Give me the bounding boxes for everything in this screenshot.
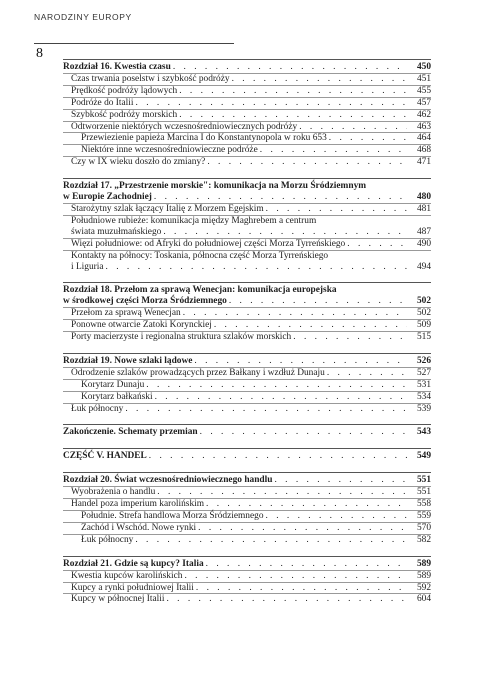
dot-leader xyxy=(347,239,407,250)
toc-title: Podróże do Italii xyxy=(71,97,134,108)
toc-title: Korytarz bałkański xyxy=(81,391,153,402)
toc-page-number: 509 xyxy=(416,320,431,331)
toc-page-number: 502 xyxy=(416,296,431,307)
page-number: 8 xyxy=(36,46,43,61)
toc-entry xyxy=(63,319,431,331)
dot-leader xyxy=(163,227,407,238)
toc-title: Zakończenie. Schematy przemian xyxy=(63,427,198,438)
toc-page-number: 450 xyxy=(416,62,431,72)
toc-page-number: 549 xyxy=(416,451,431,462)
toc-title: Zachód i Wschód. Nowe rynki xyxy=(81,522,197,533)
dot-leader xyxy=(136,98,408,109)
toc-title: Kwestia kupców karolińskich xyxy=(71,570,183,581)
toc-chapter xyxy=(63,472,431,486)
dot-leader xyxy=(266,204,407,215)
dot-leader xyxy=(266,511,407,522)
dot-leader xyxy=(200,427,407,438)
toc-page-number: 481 xyxy=(416,203,431,214)
toc-title: Odtworzenie niektórych wczesnośredniowiecznych podróży xyxy=(71,121,298,132)
toc-title: Rozdział 16. Kwestia czasu xyxy=(63,62,171,72)
toc-page-number: 471 xyxy=(416,157,431,168)
toc-page-number: 589 xyxy=(416,558,431,569)
toc-title: Więzi południowe: od Afryki do południowej części Morza Tyrreńskiego xyxy=(71,238,346,249)
dot-leader xyxy=(154,192,407,203)
toc-entry xyxy=(63,250,431,273)
toc-entry xyxy=(63,498,431,510)
toc-entry xyxy=(63,570,431,582)
dot-leader xyxy=(196,583,407,594)
toc-title: Porty macierzyste i regionalna struktura szlaków morskich xyxy=(71,332,292,343)
toc-page-number: 464 xyxy=(416,133,431,144)
toc-title: Czas trwania poselstw i szybkość podróży xyxy=(71,73,230,84)
dot-leader xyxy=(232,74,407,85)
toc-chapter xyxy=(63,424,431,438)
dot-leader xyxy=(173,62,407,73)
toc-page-number: 515 xyxy=(416,332,431,343)
dot-leader xyxy=(149,451,407,462)
toc-page-number: 527 xyxy=(416,367,431,378)
toc-title: Szybkość podróży morskich xyxy=(71,109,178,120)
toc-page-number: 462 xyxy=(416,109,431,120)
toc-entry xyxy=(63,215,431,238)
toc-page-number: 534 xyxy=(416,391,431,402)
toc-part xyxy=(63,448,431,462)
toc-entry xyxy=(63,534,431,546)
toc-title: Kontakty na północy: Toskania, północna część Morza Tyrreńskiego xyxy=(71,250,329,261)
toc-title: Rozdział 19. Nowe szlaki lądowe xyxy=(63,355,193,366)
toc-page-number: 480 xyxy=(416,192,431,203)
dot-leader xyxy=(214,320,407,331)
dot-leader xyxy=(106,262,407,273)
toc-title: Łuk północny xyxy=(71,403,124,414)
dot-leader xyxy=(166,594,407,605)
toc-entry xyxy=(63,522,431,534)
toc-title: w Europie Zachodniej xyxy=(63,192,152,203)
toc-chapter xyxy=(63,178,431,203)
toc-title: Odrodzenie szlaków prowadzących przez Bałkany i wzdłuż Dunaju xyxy=(71,367,325,378)
toc-entry xyxy=(63,510,431,522)
toc-chapter xyxy=(63,353,431,367)
toc-entry xyxy=(63,156,431,168)
toc-page-number: 570 xyxy=(416,522,431,533)
dot-leader xyxy=(179,86,407,97)
toc-entry xyxy=(63,486,431,498)
dot-leader xyxy=(299,122,407,133)
dot-leader xyxy=(157,487,407,498)
toc-page-number: 582 xyxy=(416,534,431,545)
toc-title: Wyobrażenia o handlu xyxy=(71,487,156,498)
running-head: NARODZINY EUROPY xyxy=(34,12,132,22)
toc-title: Przewiezienie papieża Marcina I do Konstantynopola w roku 653 xyxy=(81,133,327,144)
toc-title: Prędkość podróży lądowych xyxy=(71,85,178,96)
toc-page-number: 526 xyxy=(416,355,431,366)
toc-title: CZĘŚĆ V. HANDEL xyxy=(63,451,147,462)
toc-entry xyxy=(63,391,431,403)
toc-title: Korytarz Dunaju xyxy=(81,379,145,390)
toc-entry xyxy=(63,238,431,250)
toc-page-number: 490 xyxy=(416,238,431,249)
toc-page-number: 451 xyxy=(416,73,431,84)
toc-title: Przełom za sprawą Wenecjan xyxy=(71,308,181,319)
dot-leader xyxy=(146,380,407,391)
dot-leader xyxy=(155,392,407,403)
toc-title: w środkowej części Morza Śródziemnego xyxy=(63,296,227,307)
toc-page-number: 457 xyxy=(416,97,431,108)
dot-leader xyxy=(125,404,407,415)
toc-entry xyxy=(63,73,431,85)
toc-page-number: 558 xyxy=(416,499,431,510)
toc-page-number: 494 xyxy=(416,261,431,272)
dot-leader xyxy=(207,157,407,168)
toc-page-number: 487 xyxy=(416,226,431,237)
toc-title: i Liguria xyxy=(71,261,104,272)
toc-entry xyxy=(63,367,431,379)
toc-entry xyxy=(63,85,431,97)
toc-chapter xyxy=(63,59,431,73)
toc-title: Południowe rubieże: komunikacja między Maghrebem a centrum xyxy=(71,215,317,226)
dot-leader xyxy=(329,133,407,144)
toc-page-number: 455 xyxy=(416,85,431,96)
toc-title: Ponowne otwarcie Zatoki Korynckiej xyxy=(71,320,212,331)
toc-title: Kupcy a rynki południowej Italii xyxy=(71,582,194,593)
toc-title: Łuk północny xyxy=(81,534,134,545)
dot-leader xyxy=(198,523,407,534)
toc-page-number: 559 xyxy=(416,511,431,521)
toc-title: Rozdział 17. „Przestrzenie morskie": komunikacja na Morzu Śródziemnym xyxy=(63,181,367,192)
toc-page-number: 502 xyxy=(416,308,431,319)
toc-title: Kupcy w północnej Italii xyxy=(71,594,165,605)
dot-leader xyxy=(184,571,407,582)
toc-title: Rozdział 20. Świat wczesnośredniowiecznego handlu xyxy=(63,475,273,486)
dot-leader xyxy=(179,110,407,121)
toc-chapter xyxy=(63,282,431,307)
toc-entry xyxy=(63,144,431,156)
toc-page-number: 539 xyxy=(416,403,431,414)
dot-leader xyxy=(260,145,407,156)
toc-entry xyxy=(63,109,431,121)
dot-leader xyxy=(183,308,407,319)
toc-page-number: 463 xyxy=(416,121,431,132)
toc-entry xyxy=(63,331,431,343)
dot-leader xyxy=(229,296,407,307)
toc-title: Południe. Strefa handlowa Morza Śródziemnego xyxy=(81,511,264,521)
toc-title: Rozdział 21. Gdzie są kupcy? Italia xyxy=(63,558,204,569)
dot-leader xyxy=(293,332,407,343)
toc-chapter xyxy=(63,556,431,570)
toc-entry xyxy=(63,97,431,109)
toc-page-number: 468 xyxy=(416,145,431,156)
dot-leader xyxy=(194,356,407,367)
dot-leader xyxy=(274,475,407,486)
toc-page-number: 531 xyxy=(416,379,431,390)
dot-leader xyxy=(206,499,407,510)
toc-title: Niektóre inne wczesnośredniowieczne podróże xyxy=(81,145,258,156)
toc-entry xyxy=(63,379,431,391)
toc-entry xyxy=(63,203,431,215)
toc-entry xyxy=(63,307,431,319)
dot-leader xyxy=(135,535,407,546)
toc-entry xyxy=(63,121,431,133)
toc-title: świata muzułmańskiego xyxy=(71,226,162,237)
toc-page-number: 604 xyxy=(416,594,431,605)
toc-page-number: 543 xyxy=(416,427,431,438)
toc-page-number: 551 xyxy=(416,475,431,486)
header-rule xyxy=(34,43,234,44)
toc-entry xyxy=(63,403,431,415)
toc-page-number: 592 xyxy=(416,582,431,593)
toc-title: Rozdział 18. Przełom za sprawą Wenecjan: komunikacja europejska xyxy=(63,285,337,296)
toc-page-number: 589 xyxy=(416,570,431,581)
dot-leader xyxy=(327,368,407,379)
toc-title: Czy w IX wieku doszło do zmiany? xyxy=(71,157,206,168)
table-of-contents xyxy=(63,59,431,605)
toc-title: Handel poza imperium karolińskim xyxy=(71,499,205,510)
toc-page-number: 551 xyxy=(416,487,431,498)
toc-entry xyxy=(63,593,431,605)
toc-entry xyxy=(63,582,431,594)
dot-leader xyxy=(206,559,407,570)
toc-title: Starożytny szlak łączący Italię z Morzem Egejskim xyxy=(71,203,264,214)
toc-entry xyxy=(63,132,431,144)
